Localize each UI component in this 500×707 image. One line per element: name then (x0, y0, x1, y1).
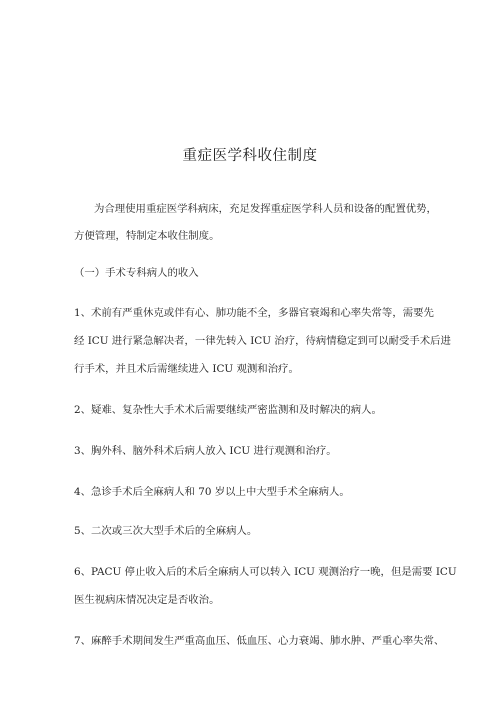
item-7-line-1: 7、麻醉手术期间发生严重高血压、低血压、心力衰竭、肺水肿、严重心率失常、 (74, 635, 445, 647)
item-1-line-2: 经 ICU 进行紧急解决者，一律先转入 ICU 治疗，待病情稳定到可以耐受手术后进 (74, 335, 451, 347)
item-3: 3、胸外科、脑外科术后病人放入 ICU 进行观测和治疗。 (74, 445, 337, 457)
document-title: 重症医学科收住制度 (182, 148, 318, 164)
item-4: 4、急诊手术后全麻病人和 70 岁以上中大型手术全麻病人。 (74, 486, 350, 498)
item-6-line-1: 6、PACU 停止收入后的术后全麻病人可以转入 ICU 观测治疗一晚，但是需要 ICU (74, 566, 457, 578)
item-2: 2、疑难、复杂性大手术术后需要继续严密监测和及时解决的病人。 (74, 404, 382, 416)
item-1-line-1: 1、术前有严重休克或伴有心、肺功能不全，多器官衰竭和心率失常等，需要先 (74, 307, 434, 319)
item-5: 5、二次或三次大型手术后的全麻病人。 (74, 525, 258, 537)
section-heading: （一）手术专科病人的收入 (74, 267, 199, 279)
intro-line-2: 方便管理，特制定本收住制度。 (74, 230, 220, 242)
item-6-line-2: 医生视病床情况决定是否收治。 (74, 594, 220, 606)
item-1-line-3: 行手术，并且术后需继续进入 ICU 观测和治疗。 (74, 363, 299, 375)
intro-line-1: 为合理使用重症医学科病床，充足发挥重症医学科人员和设备的配置优势， (94, 203, 437, 215)
